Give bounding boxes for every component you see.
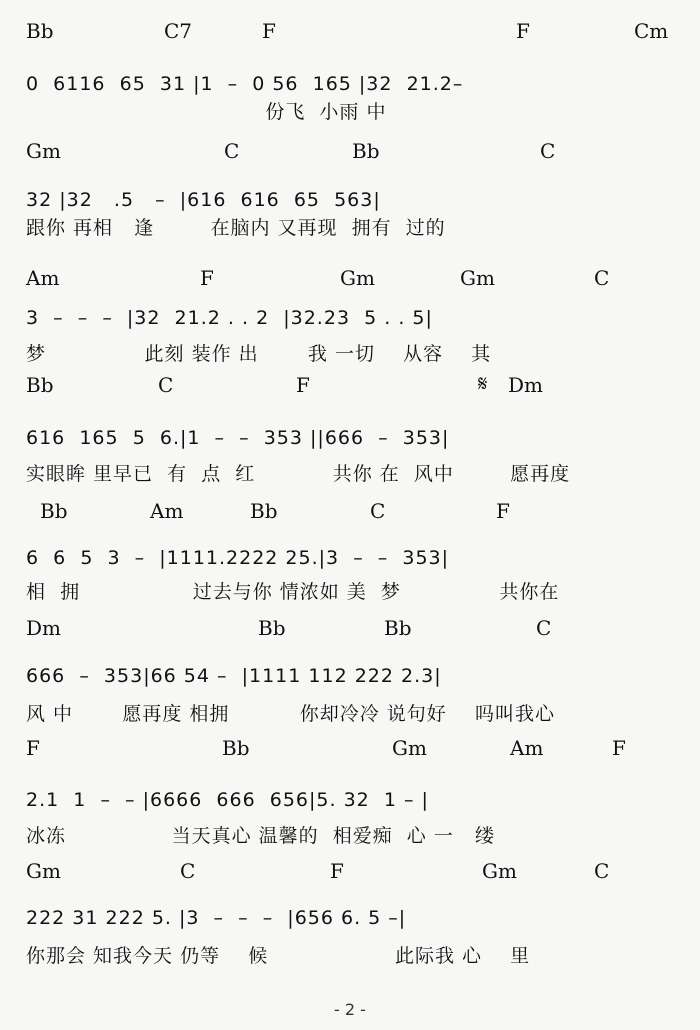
chord: Bb: [40, 499, 68, 523]
chord-row: [0, 500, 700, 526]
chord: C7: [164, 19, 193, 43]
chord: Am: [510, 736, 544, 760]
chord: F: [26, 736, 40, 760]
chord: Bb: [26, 19, 54, 43]
chord: Cm: [634, 19, 669, 43]
notation-line: 6 6 5 3 – |1111.2222 25.|3 – – 353|: [26, 547, 450, 569]
chord: Gm: [482, 859, 517, 883]
chord: Dm: [508, 373, 543, 397]
chord: Gm: [340, 266, 375, 290]
chord: Am: [150, 499, 184, 523]
chord-row: [0, 860, 700, 886]
lyrics-line: 你那会 知我今天 仍等 候 此际我 心 里: [26, 945, 531, 967]
chord-row: [0, 140, 700, 166]
lyrics-line: 风 中 愿再度 相拥 你却冷冷 说句好 吗叫我心: [26, 703, 555, 725]
chord: C: [370, 499, 386, 523]
notation-line: 2.1 1 – – |6666 666 656|5. 32 1 – |: [26, 789, 429, 811]
notation-line: 616 165 5 6.|1 – – 353 ||666 – 353|: [26, 427, 450, 449]
chord: Bb: [26, 373, 54, 397]
chord-row: [0, 20, 700, 46]
chord: Gm: [460, 266, 495, 290]
chord: Bb: [258, 616, 286, 640]
notation-line: 3 – – – |32 21.2 . . 2 |32.23 5 . . 5|: [26, 307, 433, 329]
chord: Gm: [392, 736, 427, 760]
chord: F: [200, 266, 214, 290]
chord: Am: [26, 266, 60, 290]
chord: F: [330, 859, 344, 883]
lyrics-line: 相 拥 过去与你 情浓如 美 梦 共你在: [26, 581, 560, 603]
chord-row: [0, 737, 700, 763]
chord: F: [296, 373, 310, 397]
lyrics-line: 梦 此刻 装作 出 我 一切 从容 其: [26, 343, 492, 365]
chord-row: [0, 267, 700, 293]
lyrics-line: 跟你 再相 逢 在脑内 又再现 拥有 过的: [26, 217, 446, 239]
lyrics-line: 实眼眸 里早已 有 点 红 共你 在 风中 愿再度: [26, 463, 571, 485]
chord: C: [536, 616, 552, 640]
chord: C: [594, 859, 610, 883]
chord: Bb: [222, 736, 250, 760]
notation-line: 222 31 222 5. |3 – – – |656 6. 5 –|: [26, 907, 407, 929]
chord: C: [594, 266, 610, 290]
lyrics-line: 冰冻 当天真心 温馨的 相爱痴 心 一 缕: [26, 825, 495, 847]
chord: Dm: [26, 616, 61, 640]
chord-row: [0, 617, 700, 643]
chord: Bb: [384, 616, 412, 640]
notation-line: 32 |32 .5 – |616 616 65 563|: [26, 189, 381, 211]
chord: C: [540, 139, 556, 163]
chord: F: [612, 736, 626, 760]
segno-symbol: 𝄋: [478, 372, 488, 397]
chord-row: [0, 374, 700, 400]
chord: C: [158, 373, 174, 397]
chord: F: [496, 499, 510, 523]
chord: Gm: [26, 139, 61, 163]
chord: Bb: [352, 139, 380, 163]
chord: C: [180, 859, 196, 883]
notation-line: 0 6116 65 31 |1 – 0 56 165 |32 21.2–: [26, 73, 464, 95]
chord: Bb: [250, 499, 278, 523]
page-number: - 2 -: [334, 1000, 366, 1019]
notation-line: 666 – 353|66 54 – |1111 112 222 2.3|: [26, 665, 442, 687]
lyrics-line: 份飞 小雨 中: [26, 101, 387, 123]
chord: F: [262, 19, 276, 43]
chord: C: [224, 139, 240, 163]
chord: F: [516, 19, 530, 43]
chord: Gm: [26, 859, 61, 883]
